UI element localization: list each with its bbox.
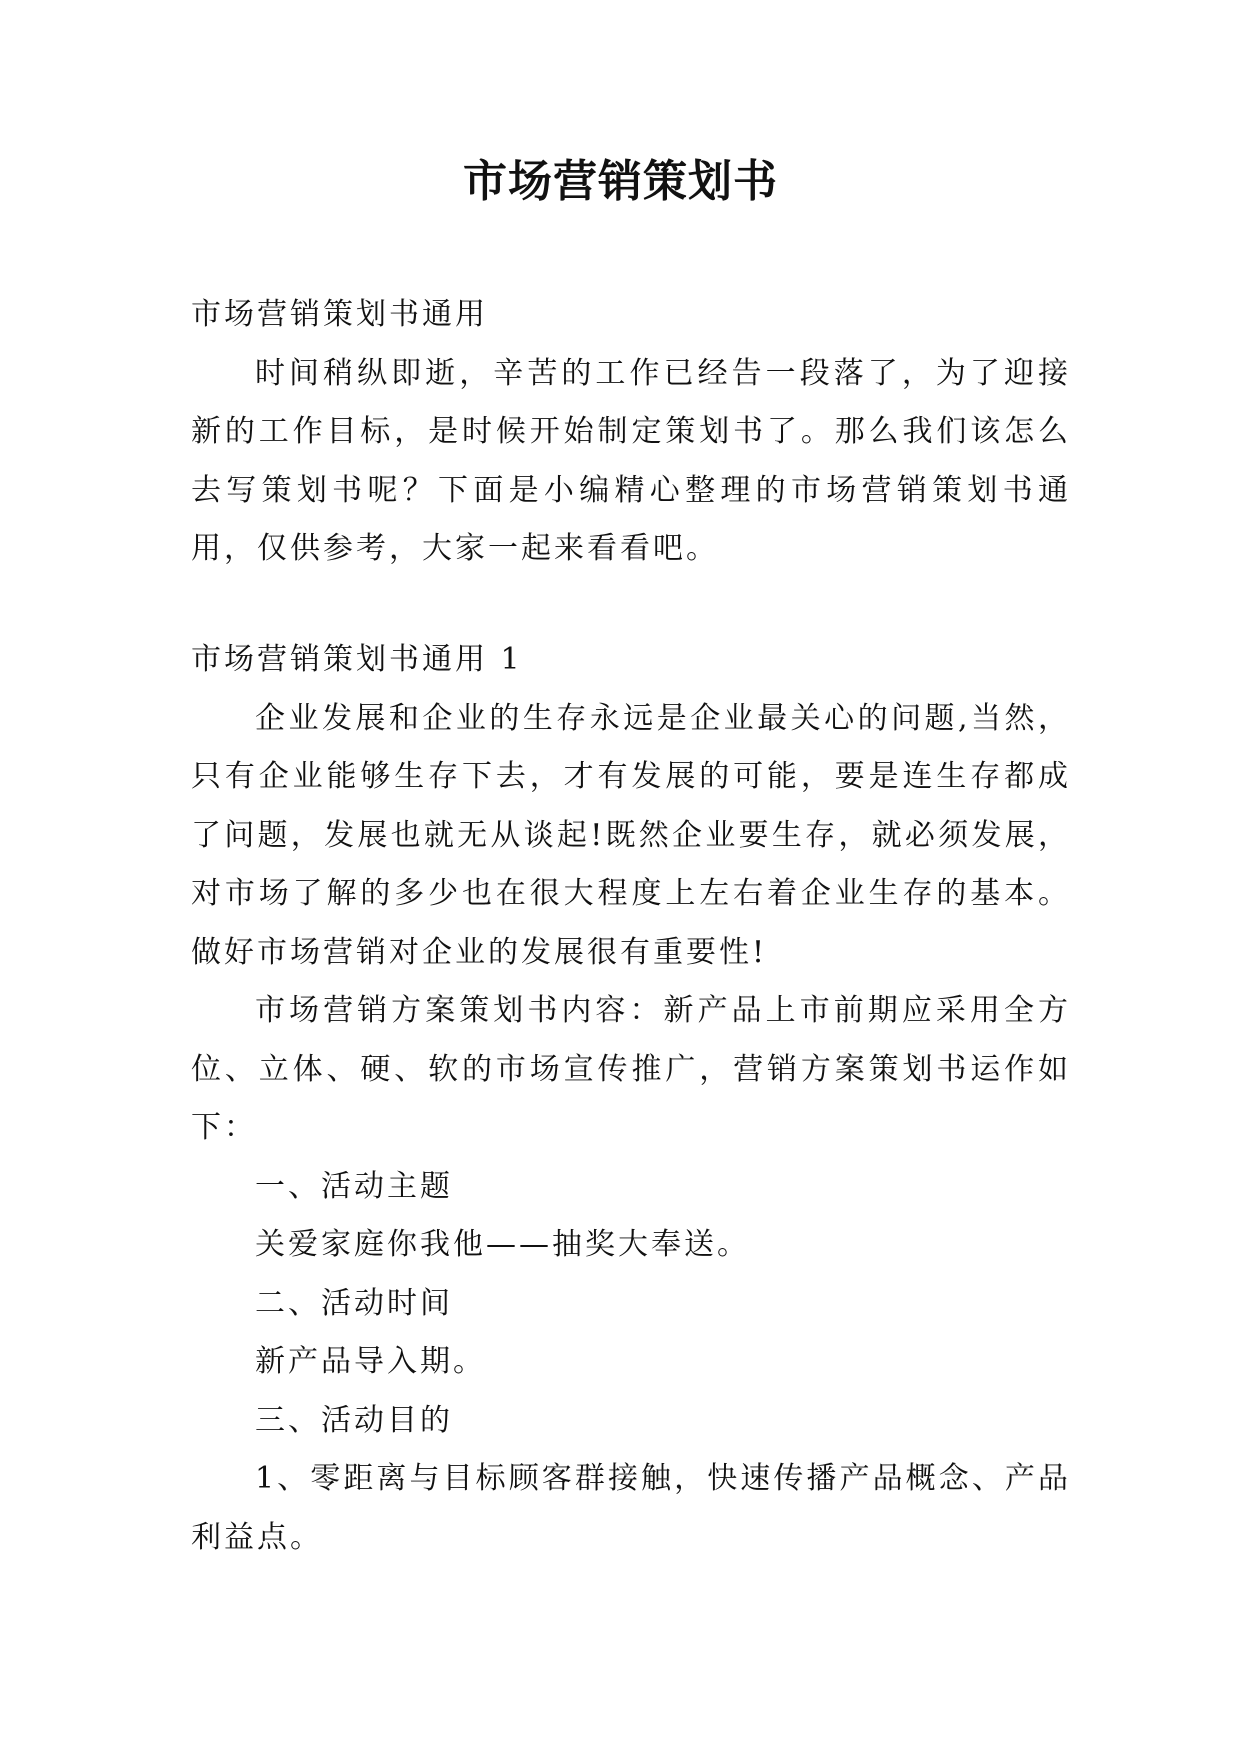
section-1-paragraph: 市场营销方案策划书内容：新产品上市前期应采用全方位、立体、硬、软的市场宣传推广，营销方案策划书运作如下： — [191, 993, 1071, 1145]
intro-heading: 市场营销策划书通用 — [191, 297, 488, 332]
section-1-heading: 市场营销策划书通用 1 — [191, 642, 523, 677]
intro-paragraph: 时间稍纵即逝，辛苦的工作已经告一段落了，为了迎接新的工作目标，是时候开始制定策划书了。那么我们该怎么去写策划书呢？下面是小编精心整理的市场营销策划书通用，仅供参考，大家一起来看看吧。 — [191, 355, 1071, 566]
document-title: 市场营销策划书 — [463, 156, 778, 207]
activity-theme-text: 关爱家庭你我他——抽奖大奉送。 — [255, 1227, 750, 1262]
section-1-paragraph: 企业发展和企业的生存永远是企业最关心的问题,当然，只有企业能够生存下去，才有发展的可能，要是连生存都成了问题，发展也就无从谈起!既然企业要生存，就必须发展，对市场了解的多少也在很大程度上左右着企业生存的基本。做好市场营销对企业的发展很有重要性! — [191, 700, 1071, 970]
activity-purpose-heading: 三、活动目的 — [255, 1402, 453, 1438]
activity-theme-heading: 一、活动主题 — [255, 1168, 453, 1204]
intro-section — [191, 286, 1071, 579]
activity-purpose-item-1: 1、零距离与目标顾客群接触，快速传播产品概念、产品利益点。 — [191, 1461, 1071, 1555]
activity-time-text: 新产品导入期。 — [255, 1344, 486, 1379]
activity-time-heading: 二、活动时间 — [255, 1285, 453, 1321]
section-1 — [191, 631, 1071, 1567]
